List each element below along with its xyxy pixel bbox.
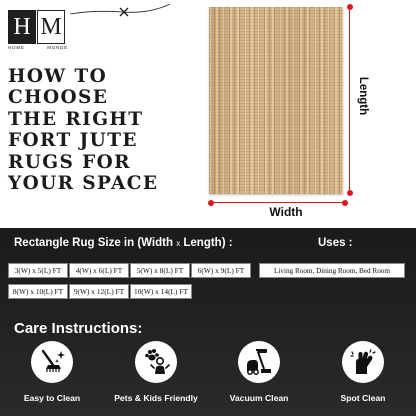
mop-sparkle-icon bbox=[31, 341, 73, 383]
care-item-pets-kids bbox=[111, 341, 201, 411]
headline-line: CHOOSE bbox=[8, 87, 109, 109]
size-chip: 3(W) x 5(L) FT bbox=[8, 263, 68, 278]
size-chip: 10(W) x 14(L) FT bbox=[130, 284, 192, 299]
headline-line: FORT JUTE bbox=[8, 130, 138, 152]
logo-caption-left: HOME bbox=[8, 45, 25, 50]
vacuum-icon bbox=[238, 341, 280, 383]
care-item-vacuum bbox=[214, 341, 304, 411]
size-chip: 6(W) x 9(L) FT bbox=[191, 263, 251, 278]
brand-logo bbox=[8, 10, 66, 54]
logo-monogram-m: M bbox=[37, 10, 65, 44]
paw-child-icon bbox=[135, 341, 177, 383]
width-label: Width bbox=[269, 205, 303, 219]
length-label: Length bbox=[357, 76, 369, 116]
headline-line: THE RIGHT bbox=[8, 108, 144, 130]
hand-spot-clean-icon bbox=[342, 341, 384, 383]
care-label: Easy to Clean bbox=[23, 393, 81, 403]
size-title-suffix: Length) : bbox=[180, 237, 233, 249]
jute-rug-image bbox=[209, 7, 343, 194]
care-label: Spot Clean bbox=[340, 393, 386, 403]
size-chip: 9(W) x 12(L) FT bbox=[69, 284, 129, 299]
uses-chip: Living Room, Dining Room, Bed Room bbox=[259, 263, 405, 278]
headline-line: RUGS FOR bbox=[8, 151, 131, 173]
length-dimension-line bbox=[349, 7, 350, 193]
width-dimension-line bbox=[211, 202, 345, 203]
logo-monogram-h: H bbox=[8, 10, 36, 44]
care-label: Pets & Kids Friendly bbox=[114, 393, 198, 403]
care-item-easy-clean bbox=[7, 341, 97, 411]
logo-caption-right: MONDE bbox=[47, 45, 68, 50]
headline-line: HOW TO bbox=[8, 66, 108, 87]
logo-caption bbox=[8, 45, 68, 50]
care-item-spot-clean bbox=[318, 341, 408, 411]
size-chip: 5(W) x 8(L) FT bbox=[130, 263, 190, 278]
size-title-prefix: Rectangle Rug Size in (Width bbox=[14, 237, 177, 249]
size-section-title bbox=[14, 237, 233, 249]
headline-line: YOUR SPACE bbox=[8, 173, 159, 195]
size-chip: 4(W) x 6(L) FT bbox=[69, 263, 129, 278]
info-panel bbox=[0, 228, 416, 416]
size-title-cross: x bbox=[176, 239, 181, 248]
page-title bbox=[8, 66, 168, 194]
care-label: Vacuum Clean bbox=[229, 393, 289, 403]
size-chip: 8(W) x 10(L) FT bbox=[8, 284, 68, 299]
care-section-title: Care Instructions: bbox=[14, 320, 143, 337]
uses-section-title: Uses : bbox=[318, 237, 353, 249]
